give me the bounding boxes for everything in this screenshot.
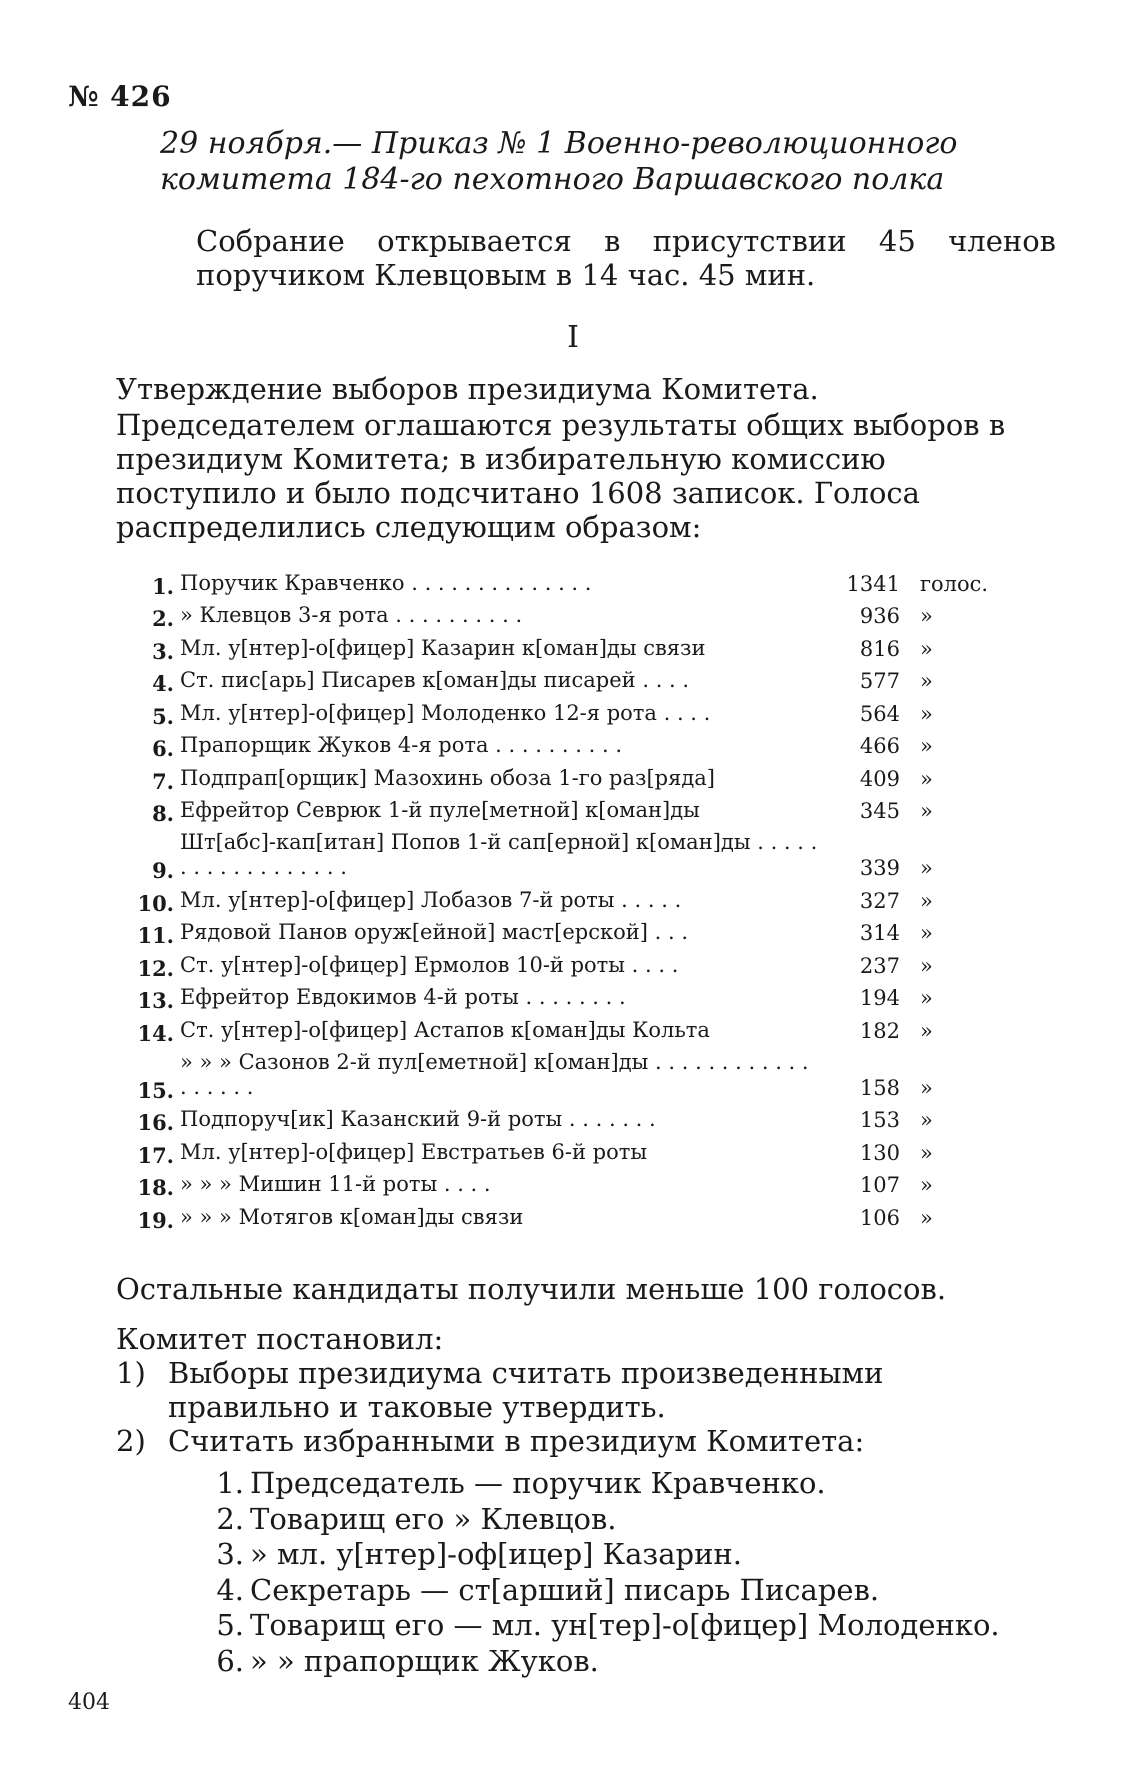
vote-number: 11. [137,923,174,948]
vote-row [118,761,998,794]
candidate-name: » Клевцов 3-я рота . . . . . . . . . . [180,603,523,627]
vote-unit: » [920,856,933,880]
vote-unit: » [920,604,933,628]
candidate-name: Ст. пис[арь] Писарев к[оман]ды писарей . . . . [180,668,690,692]
vote-row [118,566,998,599]
vote-unit: » [920,799,933,823]
vote-row [118,948,998,981]
vote-number: 18. [137,1175,174,1200]
vote-row [118,794,998,827]
vote-row [118,1135,998,1168]
vote-row [118,916,998,949]
vote-unit: » [920,1205,933,1230]
candidate-name: Рядовой Панов оруж[ейной] маст[ерской] . . . [180,920,689,944]
vote-number: 2. [152,606,174,631]
candidate-name: Мл. у[нтер]-о[фицер] Молоденко 12-я рота . . . . [180,700,711,725]
vote-unit: » [920,669,933,693]
vote-count: 153 [859,1108,900,1132]
page-number: 404 [68,1690,110,1715]
vote-number: 4. [152,671,174,696]
presidium-number: 4. [216,1572,244,1607]
vote-unit: » [920,734,933,758]
vote-number: 6. [152,736,174,761]
document-heading: 29 ноября.— Приказ № 1 Военно-революционного комитета 184-го пехотного Варшавского полка [160,126,958,197]
resolution-item-text: Выборы президиума считать произведенными правильно и таковые утвердить. [168,1356,884,1424]
vote-number: 12. [137,955,174,981]
vote-row [118,729,998,762]
vote-row [118,1200,998,1233]
candidate-name: Подпоруч[ик] Казанский 9-й роты . . . . . . . [180,1107,656,1131]
candidate-name: Мл. у[нтер]-о[фицер] Лобазов 7-й роты . . . . . [180,887,682,912]
others-paragraph: Остальные кандидаты получили меньше 100 голосов. [116,1272,947,1306]
vote-number: 10. [137,890,174,916]
presidium-list [196,1466,1056,1679]
vote-row [118,883,998,916]
candidate-name: Ефрейтор Евдокимов 4-й роты . . . . . . . . [180,985,626,1009]
resolution-item-number: 2) [116,1424,146,1458]
presidium-number: 1. [216,1466,244,1500]
candidate-name: » » » Сазонов 2-й пул[еметной] к[оман]ды . . . . . . . . . . . . . . . . . . [180,1049,809,1099]
opening-paragraph: Собрание открывается в присутствии 45 членов поручиком Клевцовым в 14 час. 45 мин. [196,224,1056,292]
vote-results-list [118,566,998,1233]
vote-unit: » [920,1173,933,1197]
vote-count: 1341 [846,571,900,596]
vote-count: 936 [859,604,900,628]
presidium-row [196,1608,1056,1644]
candidate-name: Ефрейтор Севрюк 1-й пуле[метной] к[оман]ды [180,798,700,822]
vote-row [118,981,998,1014]
presidium-row [196,1466,1056,1502]
candidate-name: » » » Мотягов к[оман]ды связи [180,1204,524,1229]
presidium-row [196,1644,1056,1680]
vote-row [118,1046,998,1103]
resolution-item-number: 1) [116,1356,146,1390]
candidate-name: Подпрап[орщик] Мазохинь обоза 1-го раз[ряда] [180,765,715,790]
presidium-row [196,1502,1056,1538]
vote-number: 16. [137,1110,174,1135]
presidium-number: 6. [216,1643,244,1678]
vote-count: 314 [859,921,900,945]
vote-number: 9. [152,858,174,883]
vote-number: 19. [137,1207,174,1233]
presidium-number: 5. [216,1608,244,1642]
vote-number: 15. [137,1077,174,1103]
vote-count: 158 [859,1075,900,1100]
vote-row [118,631,998,664]
vote-row [118,696,998,729]
vote-unit: » [920,701,933,726]
vote-unit: » [920,953,933,978]
vote-number: 5. [152,703,174,729]
candidate-name: Прапорщик Жуков 4-я рота . . . . . . . . . . [180,733,623,757]
vote-count: 409 [859,766,900,791]
presidium-text: Председатель — поручик Кравченко. [250,1466,826,1500]
vote-row [118,1168,998,1201]
vote-count: 107 [859,1173,900,1197]
vote-unit: » [920,888,933,913]
document-number: № 426 [68,80,172,113]
vote-count: 130 [859,1140,900,1165]
resolution-item-text: Считать избранными в президиум Комитета: [168,1424,865,1458]
vote-row [118,1013,998,1046]
vote-count: 106 [859,1205,900,1230]
vote-count: 327 [859,888,900,913]
vote-count: 194 [859,986,900,1010]
vote-count: 345 [859,799,900,823]
presidium-number: 2. [216,1501,244,1536]
vote-count: 564 [859,701,900,726]
vote-count: 182 [859,1018,900,1043]
presidium-number: 3. [216,1537,244,1571]
presidium-text: » мл. у[нтер]-оф[ицер] Казарин. [250,1537,742,1571]
vote-unit: голос. [920,571,989,596]
presidium-text: Товарищ его — мл. ун[тер]-о[фицер] Молоденко. [250,1608,1000,1642]
vote-unit: » [920,1108,933,1132]
vote-count: 577 [859,669,900,693]
vote-unit: » [920,921,933,945]
vote-unit: » [920,636,933,661]
vote-row [118,1103,998,1136]
intro-paragraph: Председателем оглашаются результаты общих выборов в президиум Комитета; в избирательную комиссию поступило и было подсчитано 1608 записок. Голоса распределились следующим образом: [116,408,1006,544]
candidate-name: Шт[абс]-кап[итан] Попов 1-й сап[ерной] к[оман]ды . . . . . . . . . . . . . . . . . . [180,830,818,879]
presidium-text: Товарищ его » Клевцов. [250,1501,617,1536]
resolution-item [116,1356,1066,1424]
candidate-name: Ст. у[нтер]-о[фицер] Ермолов 10-й роты . . . . [180,952,679,977]
vote-number: 8. [152,801,174,826]
vote-count: 466 [859,734,900,758]
vote-unit: » [920,766,933,791]
vote-number: 17. [137,1142,174,1168]
presidium-text: Секретарь — ст[арший] писарь Писарев. [250,1572,880,1607]
section-number: I [567,320,579,355]
resolution-item [116,1424,1066,1458]
resolution-intro: Комитет постановил: [116,1322,444,1356]
vote-number: 14. [137,1020,174,1046]
candidate-name: Мл. у[нтер]-о[фицер] Евстратьев 6-й роты [180,1139,648,1164]
vote-row [118,826,998,883]
vote-number: 1. [152,573,174,599]
candidate-name: Поручик Кравченко . . . . . . . . . . . . . . [180,570,592,595]
vote-unit: » [920,1140,933,1165]
vote-row [118,599,998,632]
vote-row [118,664,998,697]
vote-number: 3. [152,638,174,664]
presidium-row [196,1573,1056,1609]
presidium-text: » » прапорщик Жуков. [250,1643,599,1678]
candidate-name: Ст. у[нтер]-о[фицер] Астапов к[оман]ды Кольта [180,1017,710,1042]
candidate-name: » » » Мишин 11-й роты . . . . [180,1172,491,1196]
presidium-row [196,1537,1056,1573]
vote-count: 339 [859,856,900,880]
vote-number: 13. [137,988,174,1013]
vote-unit: » [920,1018,933,1043]
vote-unit: » [920,1075,933,1100]
agenda-item: Утверждение выборов президиума Комитета. [116,372,819,406]
vote-count: 816 [859,636,900,661]
vote-number: 7. [152,768,174,794]
vote-unit: » [920,986,933,1010]
resolution-block [116,1322,1066,1458]
candidate-name: Мл. у[нтер]-о[фицер] Казарин к[оман]ды связи [180,635,706,660]
vote-count: 237 [859,953,900,978]
